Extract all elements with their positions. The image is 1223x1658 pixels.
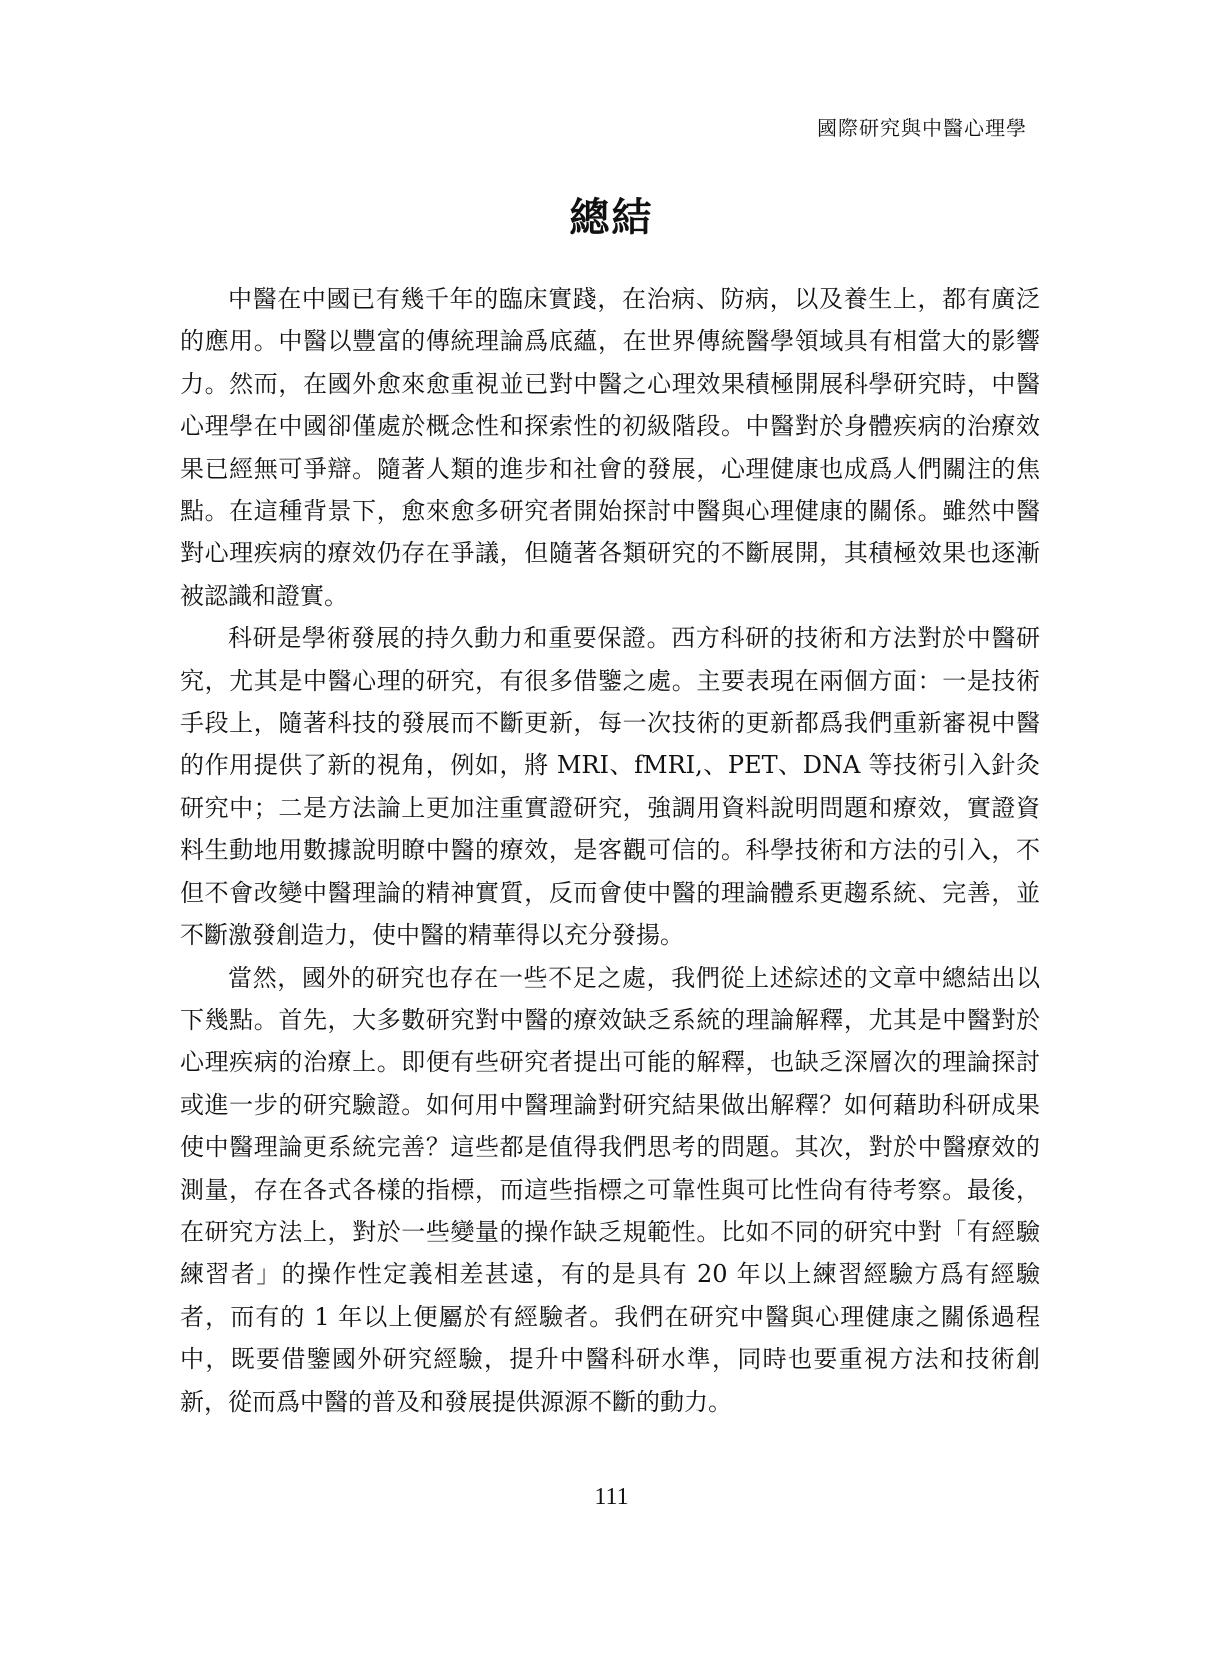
paragraph-1: 中醫在中國已有幾千年的臨床實踐，在治病、防病，以及養生上，都有廣泛的應用。中醫以豐富的傳統理論爲底蘊，在世界傳統醫學領域具有相當大的影響力。然而，在國外愈來愈重視並已對中醫之心理效果積極開展科學研究時，中醫心理學在中國卻僅處於概念性和探索性的初級階段。中醫對於身體疾病的治療效果已經無可爭辯。隨著人類的進步和社會的發展，心理健康也成爲人們關注的焦點。在這種背景下，愈來愈多研究者開始探討中醫與心理健康的關係。雖然中醫對心理疾病的療效仍存在爭議，但隨著各類研究的不斷展開，其積極效果也逐漸被認識和證實。: [180, 285, 1040, 610]
paragraph-3: 當然，國外的研究也存在一些不足之處，我們從上述綜述的文章中總結出以下幾點。首先，大多數研究對中醫的療效缺乏系統的理論解釋，尤其是中醫對於心理疾病的治療上。即便有些研究者提出可能的解釋，也缺乏深層次的理論探討或進一步的研究驗證。如何用中醫理論對研究結果做出解釋？如何藉助科研成果使中醫理論更系統完善？這些都是值得我們思考的問題。其次，對於中醫療效的測量，存在各式各樣的指標，而這些指標之可靠性與可比性尙有待考察。最後，在研究方法上，對於一些變量的操作缺乏規範性。比如不同的研究中對「有經驗練習者」的操作性定義相差甚遠，有的是具有 20 年以上練習經驗方爲有經驗者，而有的 1 年以上便屬於有經驗者。我們在研究中醫與心理健康之關係過程中，既要借鑒國外研究經驗，提升中醫科研水準，同時也要重視方法和技術創新，從而爲中醫的普及和發展提供源源不斷的動力。: [180, 963, 1040, 1416]
page-number: 111: [594, 1484, 629, 1510]
body-text: [180, 278, 1040, 1423]
paragraph-2: 科研是學術發展的持久動力和重要保證。西方科研的技術和方法對於中醫研究，尤其是中醫心理的研究，有很多借鑒之處。主要表現在兩個方面：一是技術手段上，隨著科技的發展而不斷更新，每一次技術的更新都爲我們重新審視中醫的作用提供了新的視角，例如，將 MRI、fMRI,、PET、DNA 等技術引入針灸研究中；二是方法論上更加注重實證研究，強調用資料說明問題和療效，實證資料生動地用數據說明瞭中醫的療效，是客觀可信的。科學技術和方法的引入，不但不會改變中醫理論的精神實質，反而會使中醫的理論體系更趨系統、完善，並不斷激發創造力，使中醫的精華得以充分發揚。: [180, 624, 1040, 950]
chapter-title: 總結: [569, 195, 654, 241]
running-header: 國際研究與中醫心理學: [817, 116, 1027, 140]
